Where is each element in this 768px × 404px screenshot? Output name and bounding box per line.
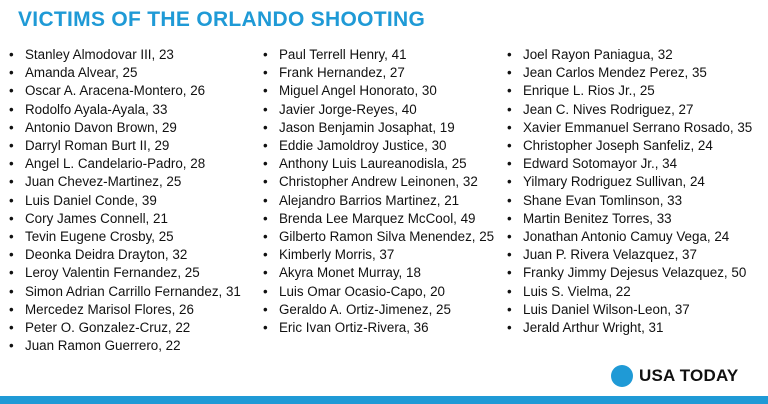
list-item: • Miguel Angel Honorato, 30 bbox=[261, 82, 511, 100]
list-item: • Luis Daniel Wilson-Leon, 37 bbox=[505, 301, 755, 319]
list-item: • Deonka Deidra Drayton, 32 bbox=[7, 246, 257, 264]
list-item: • Rodolfo Ayala-Ayala, 33 bbox=[7, 101, 257, 119]
list-item: • Amanda Alvear, 25 bbox=[7, 64, 257, 82]
list-item: • Gilberto Ramon Silva Menendez, 25 bbox=[261, 228, 511, 246]
list-item: • Juan Chevez-Martinez, 25 bbox=[7, 173, 257, 191]
victim-list-column-3 bbox=[505, 46, 755, 337]
list-item: • Eric Ivan Ortiz-Rivera, 36 bbox=[261, 319, 511, 337]
list-item: • Jerald Arthur Wright, 31 bbox=[505, 319, 755, 337]
list-item: • Tevin Eugene Crosby, 25 bbox=[7, 228, 257, 246]
list-item: • Cory James Connell, 21 bbox=[7, 210, 257, 228]
list-item: • Paul Terrell Henry, 41 bbox=[261, 46, 511, 64]
list-item: • Joel Rayon Paniagua, 32 bbox=[505, 46, 755, 64]
list-item: • Javier Jorge-Reyes, 40 bbox=[261, 101, 511, 119]
list-item: • Frank Hernandez, 27 bbox=[261, 64, 511, 82]
list-item: • Edward Sotomayor Jr., 34 bbox=[505, 155, 755, 173]
list-item: • Luis Omar Ocasio-Capo, 20 bbox=[261, 283, 511, 301]
list-item: • Geraldo A. Ortiz-Jimenez, 25 bbox=[261, 301, 511, 319]
list-item: • Shane Evan Tomlinson, 33 bbox=[505, 192, 755, 210]
list-item: • Mercedez Marisol Flores, 26 bbox=[7, 301, 257, 319]
list-item: • Jonathan Antonio Camuy Vega, 24 bbox=[505, 228, 755, 246]
list-item: • Eddie Jamoldroy Justice, 30 bbox=[261, 137, 511, 155]
list-item: • Leroy Valentin Fernandez, 25 bbox=[7, 264, 257, 282]
list-item: • Akyra Monet Murray, 18 bbox=[261, 264, 511, 282]
list-item: • Juan Ramon Guerrero, 22 bbox=[7, 337, 257, 355]
victim-list-column-1 bbox=[7, 46, 257, 355]
list-item: • Peter O. Gonzalez-Cruz, 22 bbox=[7, 319, 257, 337]
list-item: • Jean Carlos Mendez Perez, 35 bbox=[505, 64, 755, 82]
list-item: • Luis S. Vielma, 22 bbox=[505, 283, 755, 301]
page-title: VICTIMS OF THE ORLANDO SHOOTING bbox=[18, 8, 426, 31]
victim-list-column-2 bbox=[261, 46, 511, 337]
list-item: • Alejandro Barrios Martinez, 21 bbox=[261, 192, 511, 210]
logo-text: USA TODAY bbox=[639, 366, 739, 385]
list-item: • Angel L. Candelario-Padro, 28 bbox=[7, 155, 257, 173]
blue-circle-icon bbox=[611, 365, 633, 387]
list-item: • Brenda Lee Marquez McCool, 49 bbox=[261, 210, 511, 228]
list-item: • Oscar A. Aracena-Montero, 26 bbox=[7, 82, 257, 100]
list-item: • Jean C. Nives Rodriguez, 27 bbox=[505, 101, 755, 119]
list-item: • Christopher Joseph Sanfeliz, 24 bbox=[505, 137, 755, 155]
list-item: • Franky Jimmy Dejesus Velazquez, 50 bbox=[505, 264, 755, 282]
list-item: • Antonio Davon Brown, 29 bbox=[7, 119, 257, 137]
list-item: • Luis Daniel Conde, 39 bbox=[7, 192, 257, 210]
list-item: • Simon Adrian Carrillo Fernandez, 31 bbox=[7, 283, 257, 301]
list-item: • Anthony Luis Laureanodisla, 25 bbox=[261, 155, 511, 173]
bottom-accent-bar bbox=[0, 396, 768, 404]
list-item: • Enrique L. Rios Jr., 25 bbox=[505, 82, 755, 100]
usa-today-logo bbox=[611, 364, 738, 388]
list-item: • Kimberly Morris, 37 bbox=[261, 246, 511, 264]
list-item: • Darryl Roman Burt II, 29 bbox=[7, 137, 257, 155]
list-item: • Xavier Emmanuel Serrano Rosado, 35 bbox=[505, 119, 755, 137]
list-item: • Yilmary Rodriguez Sullivan, 24 bbox=[505, 173, 755, 191]
list-item: • Stanley Almodovar III, 23 bbox=[7, 46, 257, 64]
list-item: • Juan P. Rivera Velazquez, 37 bbox=[505, 246, 755, 264]
list-item: • Martin Benitez Torres, 33 bbox=[505, 210, 755, 228]
list-item: • Jason Benjamin Josaphat, 19 bbox=[261, 119, 511, 137]
list-item: • Christopher Andrew Leinonen, 32 bbox=[261, 173, 511, 191]
